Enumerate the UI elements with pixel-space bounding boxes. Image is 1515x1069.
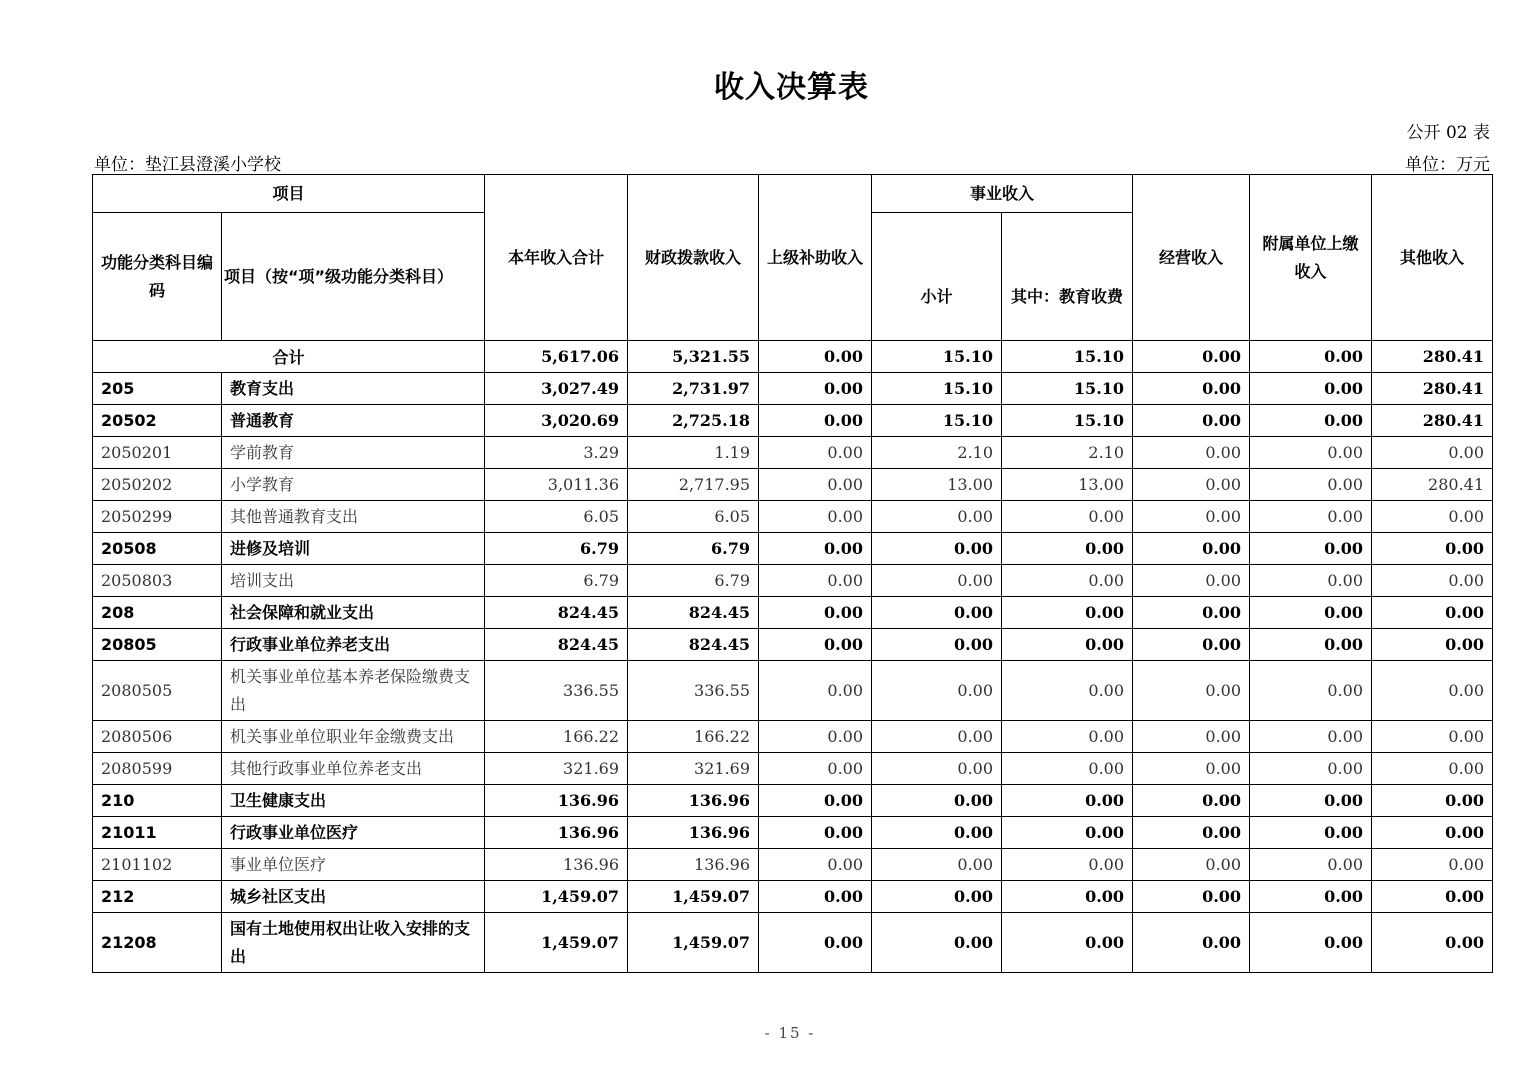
amount-cell: 0.00 bbox=[872, 565, 1002, 597]
func-code-cell: 21208 bbox=[93, 913, 222, 973]
amount-cell: 0.00 bbox=[1250, 437, 1372, 469]
amount-cell: 1.19 bbox=[628, 437, 759, 469]
amount-cell: 0.00 bbox=[759, 817, 872, 849]
amount-cell: 3.29 bbox=[485, 437, 628, 469]
amount-cell: 3,011.36 bbox=[485, 469, 628, 501]
item-name-cell: 事业单位医疗 bbox=[222, 849, 485, 881]
amount-cell: 0.00 bbox=[1372, 437, 1493, 469]
item-name-cell: 机关事业单位职业年金缴费支出 bbox=[222, 721, 485, 753]
amount-cell: 15.10 bbox=[872, 405, 1002, 437]
amount-cell: 0.00 bbox=[872, 597, 1002, 629]
amount-cell: 0.00 bbox=[1250, 533, 1372, 565]
header-affiliated-income: 附属单位上缴收入 bbox=[1250, 175, 1372, 341]
func-code-cell: 2050201 bbox=[93, 437, 222, 469]
amount-cell: 15.10 bbox=[1002, 405, 1133, 437]
amount-cell: 824.45 bbox=[485, 629, 628, 661]
header-career-income: 事业收入 bbox=[872, 175, 1133, 213]
item-name-cell: 社会保障和就业支出 bbox=[222, 597, 485, 629]
table-row bbox=[93, 469, 1493, 501]
amount-cell: 0.00 bbox=[1250, 721, 1372, 753]
table-body bbox=[93, 341, 1493, 973]
amount-cell: 6.05 bbox=[628, 501, 759, 533]
func-code-cell: 2050202 bbox=[93, 469, 222, 501]
amount-cell: 2,717.95 bbox=[628, 469, 759, 501]
amount-cell: 0.00 bbox=[1372, 753, 1493, 785]
amount-cell: 0.00 bbox=[1002, 913, 1133, 973]
amount-cell: 0.00 bbox=[1250, 785, 1372, 817]
amount-cell: 0.00 bbox=[872, 629, 1002, 661]
amount-cell: 136.96 bbox=[485, 849, 628, 881]
amount-cell: 6.05 bbox=[485, 501, 628, 533]
header-superior-subsidy: 上级补助收入 bbox=[759, 175, 872, 341]
amount-cell: 321.69 bbox=[485, 753, 628, 785]
item-name-cell: 行政事业单位养老支出 bbox=[222, 629, 485, 661]
amount-cell: 0.00 bbox=[1250, 661, 1372, 721]
amount-cell: 0.00 bbox=[872, 533, 1002, 565]
table-row bbox=[93, 913, 1493, 973]
amount-cell: 166.22 bbox=[485, 721, 628, 753]
amount-cell: 0.00 bbox=[759, 533, 872, 565]
amount-cell: 15.10 bbox=[872, 373, 1002, 405]
amount-cell: 0.00 bbox=[872, 661, 1002, 721]
total-cell: 5,321.55 bbox=[628, 341, 759, 373]
total-cell: 15.10 bbox=[1002, 341, 1133, 373]
amount-cell: 0.00 bbox=[872, 721, 1002, 753]
amount-cell: 0.00 bbox=[1133, 565, 1250, 597]
amount-cell: 0.00 bbox=[1133, 469, 1250, 501]
total-cell: 0.00 bbox=[1250, 341, 1372, 373]
amount-cell: 0.00 bbox=[1002, 721, 1133, 753]
amount-cell: 3,027.49 bbox=[485, 373, 628, 405]
amount-cell: 280.41 bbox=[1372, 469, 1493, 501]
amount-cell: 0.00 bbox=[1372, 721, 1493, 753]
item-name-cell: 其他普通教育支出 bbox=[222, 501, 485, 533]
header-total-income: 本年收入合计 bbox=[485, 175, 628, 341]
amount-cell: 0.00 bbox=[872, 881, 1002, 913]
amount-cell: 6.79 bbox=[485, 565, 628, 597]
amount-cell: 0.00 bbox=[1133, 437, 1250, 469]
table-row bbox=[93, 753, 1493, 785]
total-cell: 15.10 bbox=[872, 341, 1002, 373]
amount-cell: 0.00 bbox=[872, 817, 1002, 849]
item-name-cell: 进修及培训 bbox=[222, 533, 485, 565]
amount-cell: 0.00 bbox=[1133, 849, 1250, 881]
table-row bbox=[93, 629, 1493, 661]
amount-cell: 6.79 bbox=[485, 533, 628, 565]
reporting-unit: 单位：垫江县澄溪小学校 bbox=[94, 155, 281, 175]
amount-cell: 13.00 bbox=[872, 469, 1002, 501]
table-row bbox=[93, 721, 1493, 753]
amount-cell: 0.00 bbox=[1133, 881, 1250, 913]
table-row bbox=[93, 501, 1493, 533]
amount-cell: 0.00 bbox=[1002, 881, 1133, 913]
amount-cell: 0.00 bbox=[1133, 753, 1250, 785]
amount-cell: 0.00 bbox=[1372, 565, 1493, 597]
page-title: 收入决算表 bbox=[714, 70, 869, 105]
amount-cell: 0.00 bbox=[1133, 501, 1250, 533]
table-row bbox=[93, 849, 1493, 881]
amount-cell: 336.55 bbox=[485, 661, 628, 721]
amount-cell: 0.00 bbox=[1250, 817, 1372, 849]
amount-cell: 0.00 bbox=[1250, 469, 1372, 501]
header-edu-fee: 其中：教育收费 bbox=[1002, 213, 1133, 341]
amount-cell: 280.41 bbox=[1372, 373, 1493, 405]
amount-cell: 136.96 bbox=[485, 785, 628, 817]
amount-cell: 136.96 bbox=[485, 817, 628, 849]
amount-cell: 824.45 bbox=[485, 597, 628, 629]
item-name-cell: 城乡社区支出 bbox=[222, 881, 485, 913]
amount-cell: 6.79 bbox=[628, 565, 759, 597]
amount-cell: 0.00 bbox=[1372, 597, 1493, 629]
amount-cell: 0.00 bbox=[759, 501, 872, 533]
amount-cell: 0.00 bbox=[872, 753, 1002, 785]
amount-cell: 0.00 bbox=[759, 785, 872, 817]
func-code-cell: 2080506 bbox=[93, 721, 222, 753]
func-code-cell: 21011 bbox=[93, 817, 222, 849]
table-row bbox=[93, 405, 1493, 437]
func-code-cell: 212 bbox=[93, 881, 222, 913]
amount-cell: 0.00 bbox=[1250, 753, 1372, 785]
amount-cell: 0.00 bbox=[1133, 629, 1250, 661]
item-name-cell: 其他行政事业单位养老支出 bbox=[222, 753, 485, 785]
amount-cell: 2.10 bbox=[872, 437, 1002, 469]
amount-cell: 0.00 bbox=[1002, 785, 1133, 817]
amount-cell: 0.00 bbox=[759, 437, 872, 469]
amount-cell: 0.00 bbox=[759, 405, 872, 437]
amount-cell: 2,725.18 bbox=[628, 405, 759, 437]
func-code-cell: 2080599 bbox=[93, 753, 222, 785]
table-row bbox=[93, 881, 1493, 913]
amount-cell: 0.00 bbox=[1372, 913, 1493, 973]
amount-cell: 0.00 bbox=[1250, 373, 1372, 405]
amount-cell: 0.00 bbox=[1002, 597, 1133, 629]
amount-cell: 824.45 bbox=[628, 597, 759, 629]
table-row bbox=[93, 437, 1493, 469]
table-row bbox=[93, 817, 1493, 849]
amount-cell: 0.00 bbox=[759, 661, 872, 721]
amount-cell: 321.69 bbox=[628, 753, 759, 785]
amount-cell: 0.00 bbox=[1250, 501, 1372, 533]
total-cell: 5,617.06 bbox=[485, 341, 628, 373]
amount-cell: 0.00 bbox=[1372, 817, 1493, 849]
func-code-cell: 20508 bbox=[93, 533, 222, 565]
amount-cell: 6.79 bbox=[628, 533, 759, 565]
item-name-cell: 培训支出 bbox=[222, 565, 485, 597]
amount-cell: 0.00 bbox=[1372, 629, 1493, 661]
amount-cell: 3,020.69 bbox=[485, 405, 628, 437]
item-name-cell: 学前教育 bbox=[222, 437, 485, 469]
item-name-cell: 小学教育 bbox=[222, 469, 485, 501]
amount-cell: 166.22 bbox=[628, 721, 759, 753]
amount-cell: 280.41 bbox=[1372, 405, 1493, 437]
amount-cell: 0.00 bbox=[1372, 661, 1493, 721]
amount-cell: 0.00 bbox=[1133, 405, 1250, 437]
amount-cell: 136.96 bbox=[628, 849, 759, 881]
amount-cell: 0.00 bbox=[872, 849, 1002, 881]
amount-cell: 0.00 bbox=[1002, 753, 1133, 785]
amount-cell: 136.96 bbox=[628, 817, 759, 849]
total-cell: 0.00 bbox=[1133, 341, 1250, 373]
page-number: - 15 - bbox=[764, 1024, 816, 1042]
amount-cell: 0.00 bbox=[1133, 785, 1250, 817]
func-code-cell: 210 bbox=[93, 785, 222, 817]
amount-cell: 0.00 bbox=[1002, 817, 1133, 849]
amount-cell: 0.00 bbox=[872, 501, 1002, 533]
func-code-cell: 20805 bbox=[93, 629, 222, 661]
amount-cell: 0.00 bbox=[1250, 565, 1372, 597]
amount-cell: 0.00 bbox=[759, 753, 872, 785]
amount-cell: 824.45 bbox=[628, 629, 759, 661]
amount-cell: 0.00 bbox=[1002, 661, 1133, 721]
amount-cell: 0.00 bbox=[1133, 721, 1250, 753]
amount-cell: 0.00 bbox=[1133, 373, 1250, 405]
amount-cell: 0.00 bbox=[1133, 913, 1250, 973]
amount-cell: 0.00 bbox=[1372, 849, 1493, 881]
amount-cell: 0.00 bbox=[759, 881, 872, 913]
item-name-cell: 普通教育 bbox=[222, 405, 485, 437]
table-row bbox=[93, 565, 1493, 597]
amount-cell: 0.00 bbox=[1002, 629, 1133, 661]
amount-cell: 2.10 bbox=[1002, 437, 1133, 469]
total-row bbox=[93, 341, 1493, 373]
func-code-cell: 2101102 bbox=[93, 849, 222, 881]
total-label: 合计 bbox=[93, 341, 485, 373]
amount-cell: 0.00 bbox=[1250, 881, 1372, 913]
item-name-cell: 教育支出 bbox=[222, 373, 485, 405]
amount-cell: 0.00 bbox=[1372, 501, 1493, 533]
amount-cell: 2,731.97 bbox=[628, 373, 759, 405]
amount-cell: 0.00 bbox=[1002, 849, 1133, 881]
table-row bbox=[93, 661, 1493, 721]
amount-cell: 0.00 bbox=[759, 913, 872, 973]
amount-cell: 1,459.07 bbox=[485, 881, 628, 913]
income-final-accounts-table bbox=[92, 174, 1493, 973]
func-code-cell: 2050803 bbox=[93, 565, 222, 597]
amount-cell: 13.00 bbox=[1002, 469, 1133, 501]
amount-cell: 0.00 bbox=[1250, 629, 1372, 661]
amount-cell: 0.00 bbox=[759, 469, 872, 501]
amount-cell: 0.00 bbox=[1133, 533, 1250, 565]
amount-cell: 0.00 bbox=[759, 721, 872, 753]
header-item-name: 项目（按“项”级功能分类科目） bbox=[222, 213, 485, 341]
table-row bbox=[93, 785, 1493, 817]
amount-cell: 0.00 bbox=[759, 565, 872, 597]
amount-cell: 0.00 bbox=[872, 785, 1002, 817]
amount-cell: 0.00 bbox=[1133, 597, 1250, 629]
func-code-cell: 208 bbox=[93, 597, 222, 629]
header-operating-income: 经营收入 bbox=[1133, 175, 1250, 341]
table-row bbox=[93, 373, 1493, 405]
item-name-cell: 行政事业单位医疗 bbox=[222, 817, 485, 849]
amount-cell: 1,459.07 bbox=[485, 913, 628, 973]
func-code-cell: 2050299 bbox=[93, 501, 222, 533]
amount-cell: 0.00 bbox=[759, 849, 872, 881]
header-subtotal: 小计 bbox=[872, 213, 1002, 341]
amount-cell: 0.00 bbox=[1250, 913, 1372, 973]
header-project: 项目 bbox=[93, 175, 485, 213]
amount-cell: 0.00 bbox=[1002, 501, 1133, 533]
amount-cell: 336.55 bbox=[628, 661, 759, 721]
amount-cell: 0.00 bbox=[1250, 597, 1372, 629]
header-func-code: 功能分类科目编码 bbox=[93, 213, 222, 341]
func-code-cell: 205 bbox=[93, 373, 222, 405]
amount-cell: 0.00 bbox=[1133, 817, 1250, 849]
total-cell: 280.41 bbox=[1372, 341, 1493, 373]
amount-cell: 1,459.07 bbox=[628, 913, 759, 973]
item-name-cell: 国有土地使用权出让收入安排的支出 bbox=[222, 913, 485, 973]
amount-cell: 0.00 bbox=[1372, 881, 1493, 913]
amount-cell: 0.00 bbox=[1250, 849, 1372, 881]
currency-unit: 单位：万元 bbox=[1405, 155, 1490, 175]
amount-cell: 0.00 bbox=[1372, 533, 1493, 565]
header-fiscal-appropriation: 财政拨款收入 bbox=[628, 175, 759, 341]
amount-cell: 136.96 bbox=[628, 785, 759, 817]
amount-cell: 0.00 bbox=[1002, 565, 1133, 597]
func-code-cell: 20502 bbox=[93, 405, 222, 437]
amount-cell: 0.00 bbox=[1372, 785, 1493, 817]
amount-cell: 0.00 bbox=[759, 373, 872, 405]
header-other-income: 其他收入 bbox=[1372, 175, 1493, 341]
amount-cell: 0.00 bbox=[759, 597, 872, 629]
amount-cell: 1,459.07 bbox=[628, 881, 759, 913]
amount-cell: 15.10 bbox=[1002, 373, 1133, 405]
form-number: 公开 02 表 bbox=[1406, 123, 1490, 143]
item-name-cell: 机关事业单位基本养老保险缴费支出 bbox=[222, 661, 485, 721]
amount-cell: 0.00 bbox=[1250, 405, 1372, 437]
amount-cell: 0.00 bbox=[759, 629, 872, 661]
amount-cell: 0.00 bbox=[872, 913, 1002, 973]
amount-cell: 0.00 bbox=[1133, 661, 1250, 721]
table-row bbox=[93, 533, 1493, 565]
table-row bbox=[93, 597, 1493, 629]
func-code-cell: 2080505 bbox=[93, 661, 222, 721]
amount-cell: 0.00 bbox=[1002, 533, 1133, 565]
item-name-cell: 卫生健康支出 bbox=[222, 785, 485, 817]
total-cell: 0.00 bbox=[759, 341, 872, 373]
